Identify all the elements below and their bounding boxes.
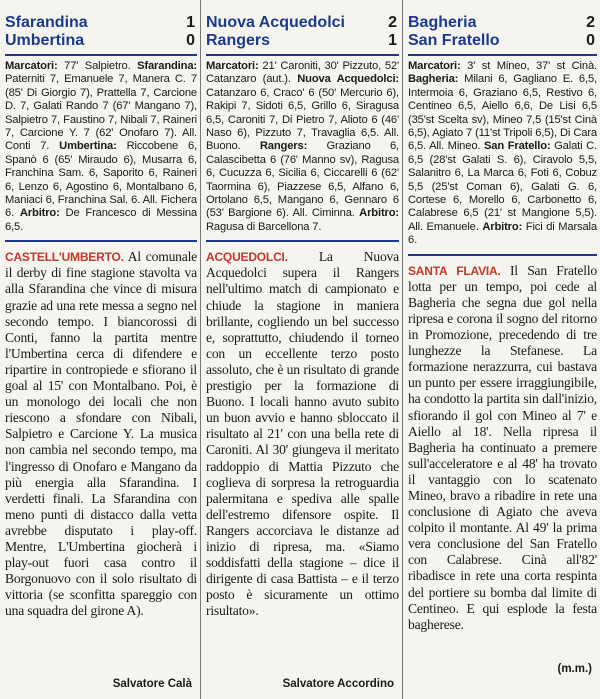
score-box: [206, 14, 399, 56]
dateline: CASTELL'UMBERTO.: [5, 250, 124, 265]
section-divider: [206, 240, 399, 242]
scorers-label: Marcatori:: [206, 60, 259, 72]
referee: Fici di Marsala 6.: [408, 220, 597, 247]
author-byline: Salvatore Calà: [112, 678, 192, 690]
away-team-row: [408, 32, 597, 50]
section-divider: [408, 254, 597, 256]
scorers: 77' Salpietro.: [64, 60, 131, 72]
team1-lineup: Paterniti 7, Emanuele 7, Manera C. 7 (85' Di Giorgio 7), Prattella 7, Carcione D. 7, Galati Rando 7 (67' Mangano 7), Salpietro 7, Faustino 7, Nibali 7, Raineri 7, Carcione Y. 7 (62' Onofaro 7). All. Conti 7.: [5, 73, 197, 153]
match-tabellino: [206, 60, 399, 234]
match-column-1: [0, 0, 200, 699]
report-text: Al comunale il derby di fine stagione stavolta va alla Sfarandina che vince di misura grazie ad una rete messa a segno nel secondo tempo. I biancorossi di Conti, fanno la partita mentre l'Umbertina cerca di difendere e ripartire in contropiede e sfiorano il goal al 15' con Montalbano. Poi, è un monologo dei locali che non riescono a sfondare con Nibali, Salpietro e Carcione Y. La musica non cambia nel secondo tempo, ma l'ingresso di Onofaro e Mangano da più energia alla Sfarandina. I verdetti finali. La Sfarandina con meno punti di distacco dalla vetta avrebbe disputato i play-off. Mentre, L'Umbertina giocherà i play-out fuori casa contro il Borgonuovo con il solo risultato di vittoria (se sconfitta spareggio con una squadra del girone A).: [5, 249, 198, 619]
home-score: 1: [186, 14, 195, 31]
match-column-3: [402, 0, 600, 699]
home-score: 2: [586, 14, 595, 31]
home-score: 2: [388, 14, 397, 31]
referee: De Francesco di Messina 6,5.: [5, 207, 197, 233]
away-team-row: [206, 32, 399, 50]
match-report: [5, 249, 197, 619]
away-team: San Fratello: [408, 32, 500, 49]
team1-lineup: Milani 6, Gagliano E. 6,5, Intermoia 6, Graziano 6,5, Restivo 6, Centineo 6,5, Aiello 6,6, De Lisi 6,5 (35'st Scelta sv), Mineo 7,5 (15'st Cinà 6,5), Agiato 7 (11'st Tripoli 6,5), Di Cara 6,5. All. Mineo.: [408, 73, 597, 153]
team2-lineup: Galati C. 6,5 (28'st Galati S. 6), Ciravolo 5,5, Salanitro 6, La Marca 6, Foti 6, Cobuz 5,5 (25'st Coman 6), Galati G. 6, Cortese 6, Morello 6, Carbonetto 6, Calabrese 6,5 (21' st Mangione 5,5). All. Emanuele.: [408, 140, 597, 233]
team1-label: Bagheria:: [408, 73, 459, 86]
match-tabellino: [5, 60, 197, 234]
dateline: ACQUEDOLCI.: [206, 250, 288, 265]
home-team-row: [5, 14, 197, 32]
home-team: Sfarandina: [5, 14, 88, 31]
match-report: [206, 249, 399, 619]
team2-lineup: Graziano 6, Calascibetta 6 (76' Manno sv), Ragusa 6, Cucuzza 6, Sicilia 6, Ciccarelli 6 (62' Taormina 6), Piazzese 6,5, Alfano 6, Ortolano 6,5, Mangano 6, Gennaro 6 (53' Bargione 6). All. Ciminna.: [206, 140, 399, 220]
match-column-2: [200, 0, 402, 699]
referee-label: Arbitro:: [19, 207, 60, 220]
away-team-row: [5, 32, 197, 50]
team2-lineup: Riccobene 6, Spanò 6 (65' Miraudo 6), Musarra 6, Franchina Sam. 6, Saporito 6, Raineri 6, Lenzo 6, Agostino 6, Montalbano 6, Maniaci 6, Franchina Sal. 6. All. Fichera 6.: [5, 140, 197, 220]
home-team: Bagheria: [408, 14, 477, 31]
scorers-label: Marcatori:: [408, 60, 461, 72]
referee-label: Arbitro:: [482, 220, 523, 233]
home-team-row: [206, 14, 399, 32]
team1-label: Nuova Acquedolci:: [297, 73, 399, 86]
scorers: 3' st Mineo, 37' st Cinà.: [467, 60, 597, 72]
away-team: Rangers: [206, 32, 271, 49]
team2-label: San Fratello:: [483, 140, 551, 153]
away-team: Umbertina: [5, 32, 85, 49]
away-score: 0: [586, 32, 595, 49]
home-team-row: [408, 14, 597, 32]
away-score: 1: [388, 32, 397, 49]
referee-label: Arbitro:: [359, 207, 399, 220]
score-box: [408, 14, 597, 56]
dateline: SANTA FLAVIA.: [408, 263, 501, 278]
author-byline: Salvatore Accordino: [282, 678, 394, 690]
away-score: 0: [186, 32, 195, 49]
match-report: [408, 263, 597, 633]
team2-label: Rangers:: [259, 140, 308, 153]
match-tabellino: [408, 60, 597, 248]
section-divider: [5, 240, 197, 242]
report-text: La Nuova Acquedolci supera il Rangers nell'ultimo match di campionato e chiude la stagione in maniera brillante, cogliendo un bel successo e, soprattutto, chiudendo il torneo con un eccellente terzo posto assoluto, che è un risultato di grande prestigio per la formazione di Buono. I locali hanno avuto subito un buon avvio e hanno sbloccato il risultato al 21' con una bella rete di Caroniti. Al 30' giungeva il meritato raddoppio di Mattia Pizzuto che coglieva di sorpresa la retroguardia palermitana e spediva alle spalle dell'estremo difensore ospite. Il Rangers accorciava le distanze ad inizio di ripresa, ma. «Siamo soddisfatti della stagione – dice il dirigente di casa Battista – e il terzo posto è sicuramente un ottimo risultato».: [206, 249, 399, 619]
team2-label: Umbertina:: [59, 140, 117, 153]
report-text: Il San Fratello lotta per un tempo, poi cede al Bagheria che segna due gol nella ripresa e corona il sogno del ritorno in Promozione, precedendo di tre lunghezze la Stefanese. La formazione nerazzurra, cui bastava un punto per essere irraggiungibile, ha condotto la partita sin dall'inizio, sfiorando il gol con Mineo al 7' e Aiello al 18'. Nella ripresa il Bagheria ha continuato a premere sull'acceleratore e al 48' ha trovato il vantaggio con lo scatenato Mineo, bravo a ribadire in rete una conclusione di Agiato che aveva colpito il montante. Al 49' la prima vera conclusione del San Fratello con Calabrese. Cinà all'82' ribadisce in rete una corta respinta del portiere su bomba dal limite di Centineo. E qui esplode la festa bagherese.: [408, 262, 597, 632]
team1-lineup: Catanzaro 6, Craco' 6 (50' Mercurio 6), Rakipi 7, Sidoti 6,5, Grillo 6, Siragusa 6,5, Caroniti 7, Di Pietro 7, Alioto 6 (46' Naso 6), Pizzuto 7, Travaglia 6,5. All. Buono.: [206, 86, 399, 153]
referee: Ragusa di Barcellona 7.: [206, 220, 322, 233]
scorers-label: Marcatori:: [5, 60, 58, 72]
scorers: 21' Caroniti, 30' Pizzuto, 52' Catanzaro (aut.).: [206, 60, 399, 86]
team1-label: Sfarandina:: [137, 60, 197, 72]
score-box: [5, 14, 197, 56]
home-team: Nuova Acquedolci: [206, 14, 345, 31]
author-byline: (m.m.): [557, 663, 592, 675]
